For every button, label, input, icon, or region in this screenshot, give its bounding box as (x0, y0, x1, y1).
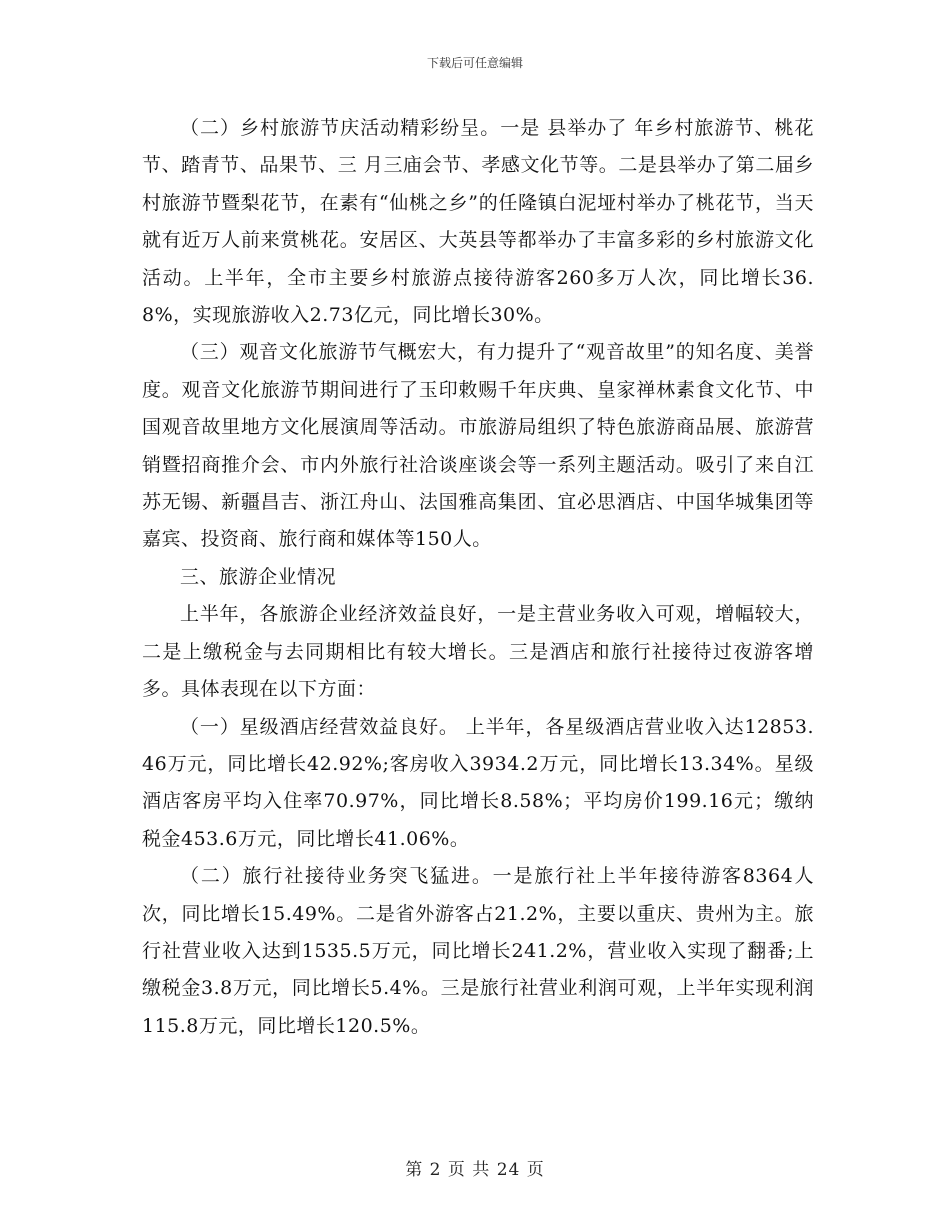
page-header: 下载后可任意编辑 (426, 56, 523, 70)
paragraph-travel-agencies: （二）旅行社接待业务突飞猛进。一是旅行社上半年接待游客8364人次，同比增长15.49%。二是省外游客占21.2%，主要以重庆、贵州为主。旅行社营业收入达到1535.5万元，同比增长241.2%，营业收入实现了翻番;上缴税金3.8万元，同比增长5.4%。三是旅行社营业利润可观，上半年实现利润115.8万元，同比增长120.5%。 (142, 865, 814, 1037)
paragraph-enterprise-overview: 上半年，各旅游企业经济效益良好，一是主营业务收入可观，增幅较大，二是上缴税金与去同期相比有较大增长。三是酒店和旅行社接待过夜游客增多。具体表现在以下方面： (142, 603, 814, 701)
paragraph-guanyin-festival: （三）观音文化旅游节气概宏大，有力提升了“观音故里”的知名度、美誉度。观音文化旅游节期间进行了玉印敕赐千年庆典、皇家禅林素食文化节、中国观音故里地方文化展演周等活动。市旅游局组织了特色旅游商品展、旅游营销暨招商推介会、市内外旅行社洽谈座谈会等一系列主题活动。吸引了来自江苏无锡、新疆昌吉、浙江舟山、法国雅高集团、宜必思酒店、中国华城集团等嘉宾、投资商、旅行商和媒体等150人。 (142, 341, 814, 551)
paragraph-star-hotels: （一）星级酒店经营效益良好。 上半年，各星级酒店营业收入达12853.46万元，同比增长42.92%;客房收入3934.2万元，同比增长13.34%。星级酒店客房平均入住率70.97%，同比增长8.58%；平均房价199.16元；缴纳税金453.6万元，同比增长41.06%。 (142, 715, 814, 850)
document-body (142, 110, 814, 1045)
page-number-footer: 第 2 页 共 24 页 (405, 1160, 545, 1180)
paragraph-rural-festivals: （二）乡村旅游节庆活动精彩纷呈。一是 县举办了 年乡村旅游节、桃花节、踏青节、品果节、三 月三庙会节、孝感文化节等。二是县举办了第二届乡村旅游节暨梨花节，在素有“仙桃之乡”的任隆镇白泥垭村举办了桃花节，当天就有近万人前来赏桃花。安居区、大英县等都举办了丰富多彩的乡村旅游文化活动。上半年，全市主要乡村旅游点接待游客260多万人次，同比增长36.8%，实现旅游收入2.73亿元，同比增长30%。 (142, 117, 814, 327)
section-heading-tourism-enterprises: 三、旅游企业情况 (180, 565, 337, 588)
